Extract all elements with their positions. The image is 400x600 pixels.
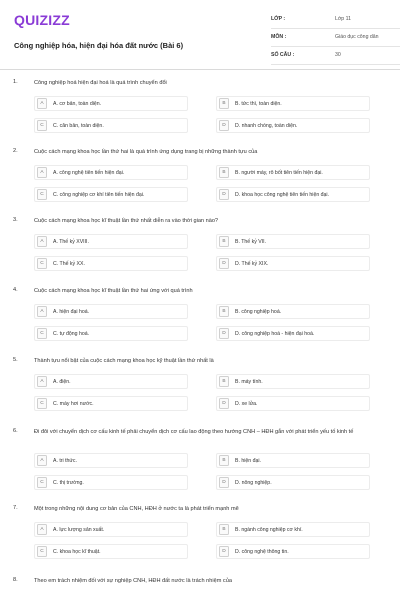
option-letter-badge: B bbox=[219, 306, 229, 317]
answer-option-b[interactable] bbox=[216, 165, 370, 180]
option-letter-badge: D bbox=[219, 398, 229, 409]
answer-option-a[interactable] bbox=[34, 165, 188, 180]
option-text: A. điện. bbox=[53, 378, 71, 385]
option-text: A. lực lượng sản xuất. bbox=[53, 526, 105, 533]
option-text: B. Thế kỷ VII. bbox=[235, 238, 267, 245]
question-number: 5. bbox=[13, 357, 18, 363]
option-letter-badge: D bbox=[219, 328, 229, 339]
answer-option-d[interactable] bbox=[216, 187, 370, 202]
meta-value: Lớp 11 bbox=[335, 16, 351, 22]
answer-option-content bbox=[37, 257, 85, 270]
answer-option-c[interactable] bbox=[34, 256, 188, 271]
question-text: Theo em trách nhiệm đối với sự nghiệp CNH, HĐH đất nước là trách nhiệm của bbox=[34, 578, 232, 584]
header-divider bbox=[0, 69, 400, 70]
answer-option-c[interactable] bbox=[34, 118, 188, 133]
option-letter-badge: D bbox=[219, 258, 229, 269]
option-letter-badge: A bbox=[37, 455, 47, 466]
answer-option-a[interactable] bbox=[34, 522, 188, 537]
answer-option-b[interactable] bbox=[216, 234, 370, 249]
option-letter-badge: C bbox=[37, 398, 47, 409]
question-text: Cuộc cách mạng khoa học kĩ thuật lần thứ hai ứng với quá trình bbox=[34, 288, 193, 294]
answer-option-a[interactable] bbox=[34, 453, 188, 468]
option-letter-badge: C bbox=[37, 189, 47, 200]
question-number: 3. bbox=[13, 217, 18, 223]
answer-option-content bbox=[219, 523, 303, 536]
answer-option-content bbox=[219, 97, 282, 110]
meta-info bbox=[271, 13, 400, 67]
option-letter-badge: B bbox=[219, 524, 229, 535]
option-text: A. cơ bản, toàn diện. bbox=[53, 100, 102, 107]
option-letter-badge: A bbox=[37, 376, 47, 387]
meta-value: Giáo dục công dân bbox=[335, 34, 379, 40]
meta-row-count bbox=[271, 49, 400, 65]
question-text: Một trong những nội dung cơ bản của CNH, HĐH ở nước ta là phát triển mạnh mẽ bbox=[34, 506, 239, 512]
answer-option-b[interactable] bbox=[216, 522, 370, 537]
answer-option-b[interactable] bbox=[216, 374, 370, 389]
option-letter-badge: D bbox=[219, 120, 229, 131]
answer-option-d[interactable] bbox=[216, 326, 370, 341]
answer-option-a[interactable] bbox=[34, 304, 188, 319]
answer-option-content bbox=[37, 476, 84, 489]
meta-label: MÔN : bbox=[271, 34, 287, 40]
option-text: D. khoa học công nghệ tiên tiến hiện đại. bbox=[235, 191, 330, 198]
option-letter-badge: B bbox=[219, 455, 229, 466]
option-text: A. công nghệ tiên tiến hiện đại. bbox=[53, 169, 125, 176]
option-letter-badge: B bbox=[219, 98, 229, 109]
option-text: C. thị trường. bbox=[53, 479, 84, 486]
quizizz-logo: QUIZIZZ bbox=[14, 12, 70, 28]
option-text: D. nông nghiệp. bbox=[235, 479, 272, 486]
option-text: C. công nghiệp cơ khí tiên tiến hiện đại. bbox=[53, 191, 145, 198]
answer-option-d[interactable] bbox=[216, 256, 370, 271]
option-text: B. tức thì, toàn diện. bbox=[235, 100, 282, 107]
option-letter-badge: A bbox=[37, 98, 47, 109]
option-text: B. người máy, rô bốt tiên tiến hiện đại. bbox=[235, 169, 323, 176]
question-number: 6. bbox=[13, 428, 18, 434]
answer-option-b[interactable] bbox=[216, 304, 370, 319]
answer-option-a[interactable] bbox=[34, 234, 188, 249]
question-text: Công nghiệp hoá hiện đại hoá là quá trình chuyển đổi bbox=[34, 80, 167, 86]
answer-option-content bbox=[37, 235, 89, 248]
answer-option-content bbox=[37, 188, 144, 201]
worksheet-title: Công nghiệp hóa, hiện đại hóa đất nước (Bài 6) bbox=[14, 41, 184, 50]
option-text: C. tự động hoá. bbox=[53, 330, 90, 337]
option-text: C. máy hơi nước. bbox=[53, 400, 94, 407]
answer-option-content bbox=[37, 327, 89, 340]
answer-option-a[interactable] bbox=[34, 96, 188, 111]
answer-option-content bbox=[37, 97, 101, 110]
answer-option-content bbox=[219, 454, 261, 467]
question-number: 8. bbox=[13, 577, 18, 583]
meta-value: 30 bbox=[335, 52, 341, 58]
answer-option-content bbox=[219, 545, 289, 558]
option-letter-badge: A bbox=[37, 306, 47, 317]
option-letter-badge: C bbox=[37, 328, 47, 339]
option-letter-badge: C bbox=[37, 477, 47, 488]
option-text: C. khoa học kĩ thuật. bbox=[53, 548, 101, 555]
answer-option-d[interactable] bbox=[216, 118, 370, 133]
answer-option-a[interactable] bbox=[34, 374, 188, 389]
question-text: Cuộc cách mạng khoa học kĩ thuật lần thứ nhất diễn ra vào thời gian nào? bbox=[34, 218, 219, 224]
answer-option-b[interactable] bbox=[216, 453, 370, 468]
option-text: A. tri thức. bbox=[53, 457, 77, 464]
option-text: D. công nghệ thông tin. bbox=[235, 548, 289, 555]
option-letter-badge: D bbox=[219, 189, 229, 200]
answer-option-c[interactable] bbox=[34, 187, 188, 202]
answer-option-d[interactable] bbox=[216, 396, 370, 411]
meta-label: SỐ CÂU : bbox=[271, 52, 295, 58]
answer-option-c[interactable] bbox=[34, 544, 188, 559]
option-text: A. Thế kỷ XVIII. bbox=[53, 238, 89, 245]
answer-option-content bbox=[219, 235, 266, 248]
answer-option-content bbox=[37, 397, 94, 410]
question-text: Cuộc cách mạng khoa học lần thứ hai là quá trình ứng dụng trang bị những thành tựu của bbox=[34, 149, 258, 155]
option-text: B. máy tính. bbox=[235, 378, 263, 385]
answer-option-content bbox=[37, 523, 104, 536]
option-text: D. Thế kỷ XIX. bbox=[235, 260, 269, 267]
option-text: D. xe lửa. bbox=[235, 400, 258, 407]
meta-label: LỚP : bbox=[271, 16, 286, 22]
worksheet-header bbox=[14, 10, 386, 66]
answer-option-c[interactable] bbox=[34, 475, 188, 490]
option-text: B. công nghiệp hoá. bbox=[235, 308, 282, 315]
option-text: B. ngành công nghiệp cơ khí. bbox=[235, 526, 303, 533]
question-text: Thành tựu nổi bật của cuộc cách mạng khoa học kỹ thuật lần thứ nhất là bbox=[34, 358, 214, 364]
answer-option-d[interactable] bbox=[216, 544, 370, 559]
question-number: 1. bbox=[13, 79, 18, 85]
answer-option-content bbox=[37, 305, 89, 318]
answer-option-content bbox=[219, 397, 258, 410]
answer-option-content bbox=[219, 327, 314, 340]
answer-option-content bbox=[219, 119, 297, 132]
option-letter-badge: D bbox=[219, 477, 229, 488]
answer-option-c[interactable] bbox=[34, 396, 188, 411]
option-text: A. hiện đại hoá. bbox=[53, 308, 90, 315]
answer-option-content bbox=[37, 545, 101, 558]
option-letter-badge: A bbox=[37, 167, 47, 178]
option-letter-badge: C bbox=[37, 258, 47, 269]
option-letter-badge: A bbox=[37, 236, 47, 247]
option-text: C. Thế kỷ XX. bbox=[53, 260, 85, 267]
option-letter-badge: B bbox=[219, 376, 229, 387]
option-letter-badge: B bbox=[219, 167, 229, 178]
option-text: C. căn bản, toàn diện. bbox=[53, 122, 104, 129]
option-text: B. hiện đại. bbox=[235, 457, 261, 464]
answer-option-content bbox=[219, 375, 263, 388]
answer-option-b[interactable] bbox=[216, 96, 370, 111]
answer-option-content bbox=[219, 257, 268, 270]
meta-row-class bbox=[271, 13, 400, 29]
option-letter-badge: C bbox=[37, 546, 47, 557]
option-letter-badge: C bbox=[37, 120, 47, 131]
meta-row-subject bbox=[271, 31, 400, 47]
answer-option-content bbox=[37, 454, 77, 467]
answer-option-content bbox=[219, 188, 329, 201]
answer-option-content bbox=[37, 119, 104, 132]
answer-option-content bbox=[219, 305, 281, 318]
option-text: D. nhanh chóng, toàn diện. bbox=[235, 122, 298, 129]
option-letter-badge: A bbox=[37, 524, 47, 535]
answer-option-d[interactable] bbox=[216, 475, 370, 490]
option-letter-badge: B bbox=[219, 236, 229, 247]
answer-option-content bbox=[219, 476, 272, 489]
answer-option-content bbox=[37, 166, 124, 179]
question-number: 2. bbox=[13, 148, 18, 154]
answer-option-content bbox=[219, 166, 323, 179]
question-number: 4. bbox=[13, 287, 18, 293]
answer-option-content bbox=[37, 375, 71, 388]
question-text: Đi đôi với chuyển dịch cơ cấu kinh tế phải chuyển dịch cơ cấu lao động theo hướng CNH – HĐH gắn với phát triển yếu tố kinh tế bbox=[34, 429, 354, 435]
question-number: 7. bbox=[13, 505, 18, 511]
answer-option-c[interactable] bbox=[34, 326, 188, 341]
option-letter-badge: D bbox=[219, 546, 229, 557]
option-text: D. công nghiệp hoá - hiện đại hoá. bbox=[235, 330, 315, 337]
